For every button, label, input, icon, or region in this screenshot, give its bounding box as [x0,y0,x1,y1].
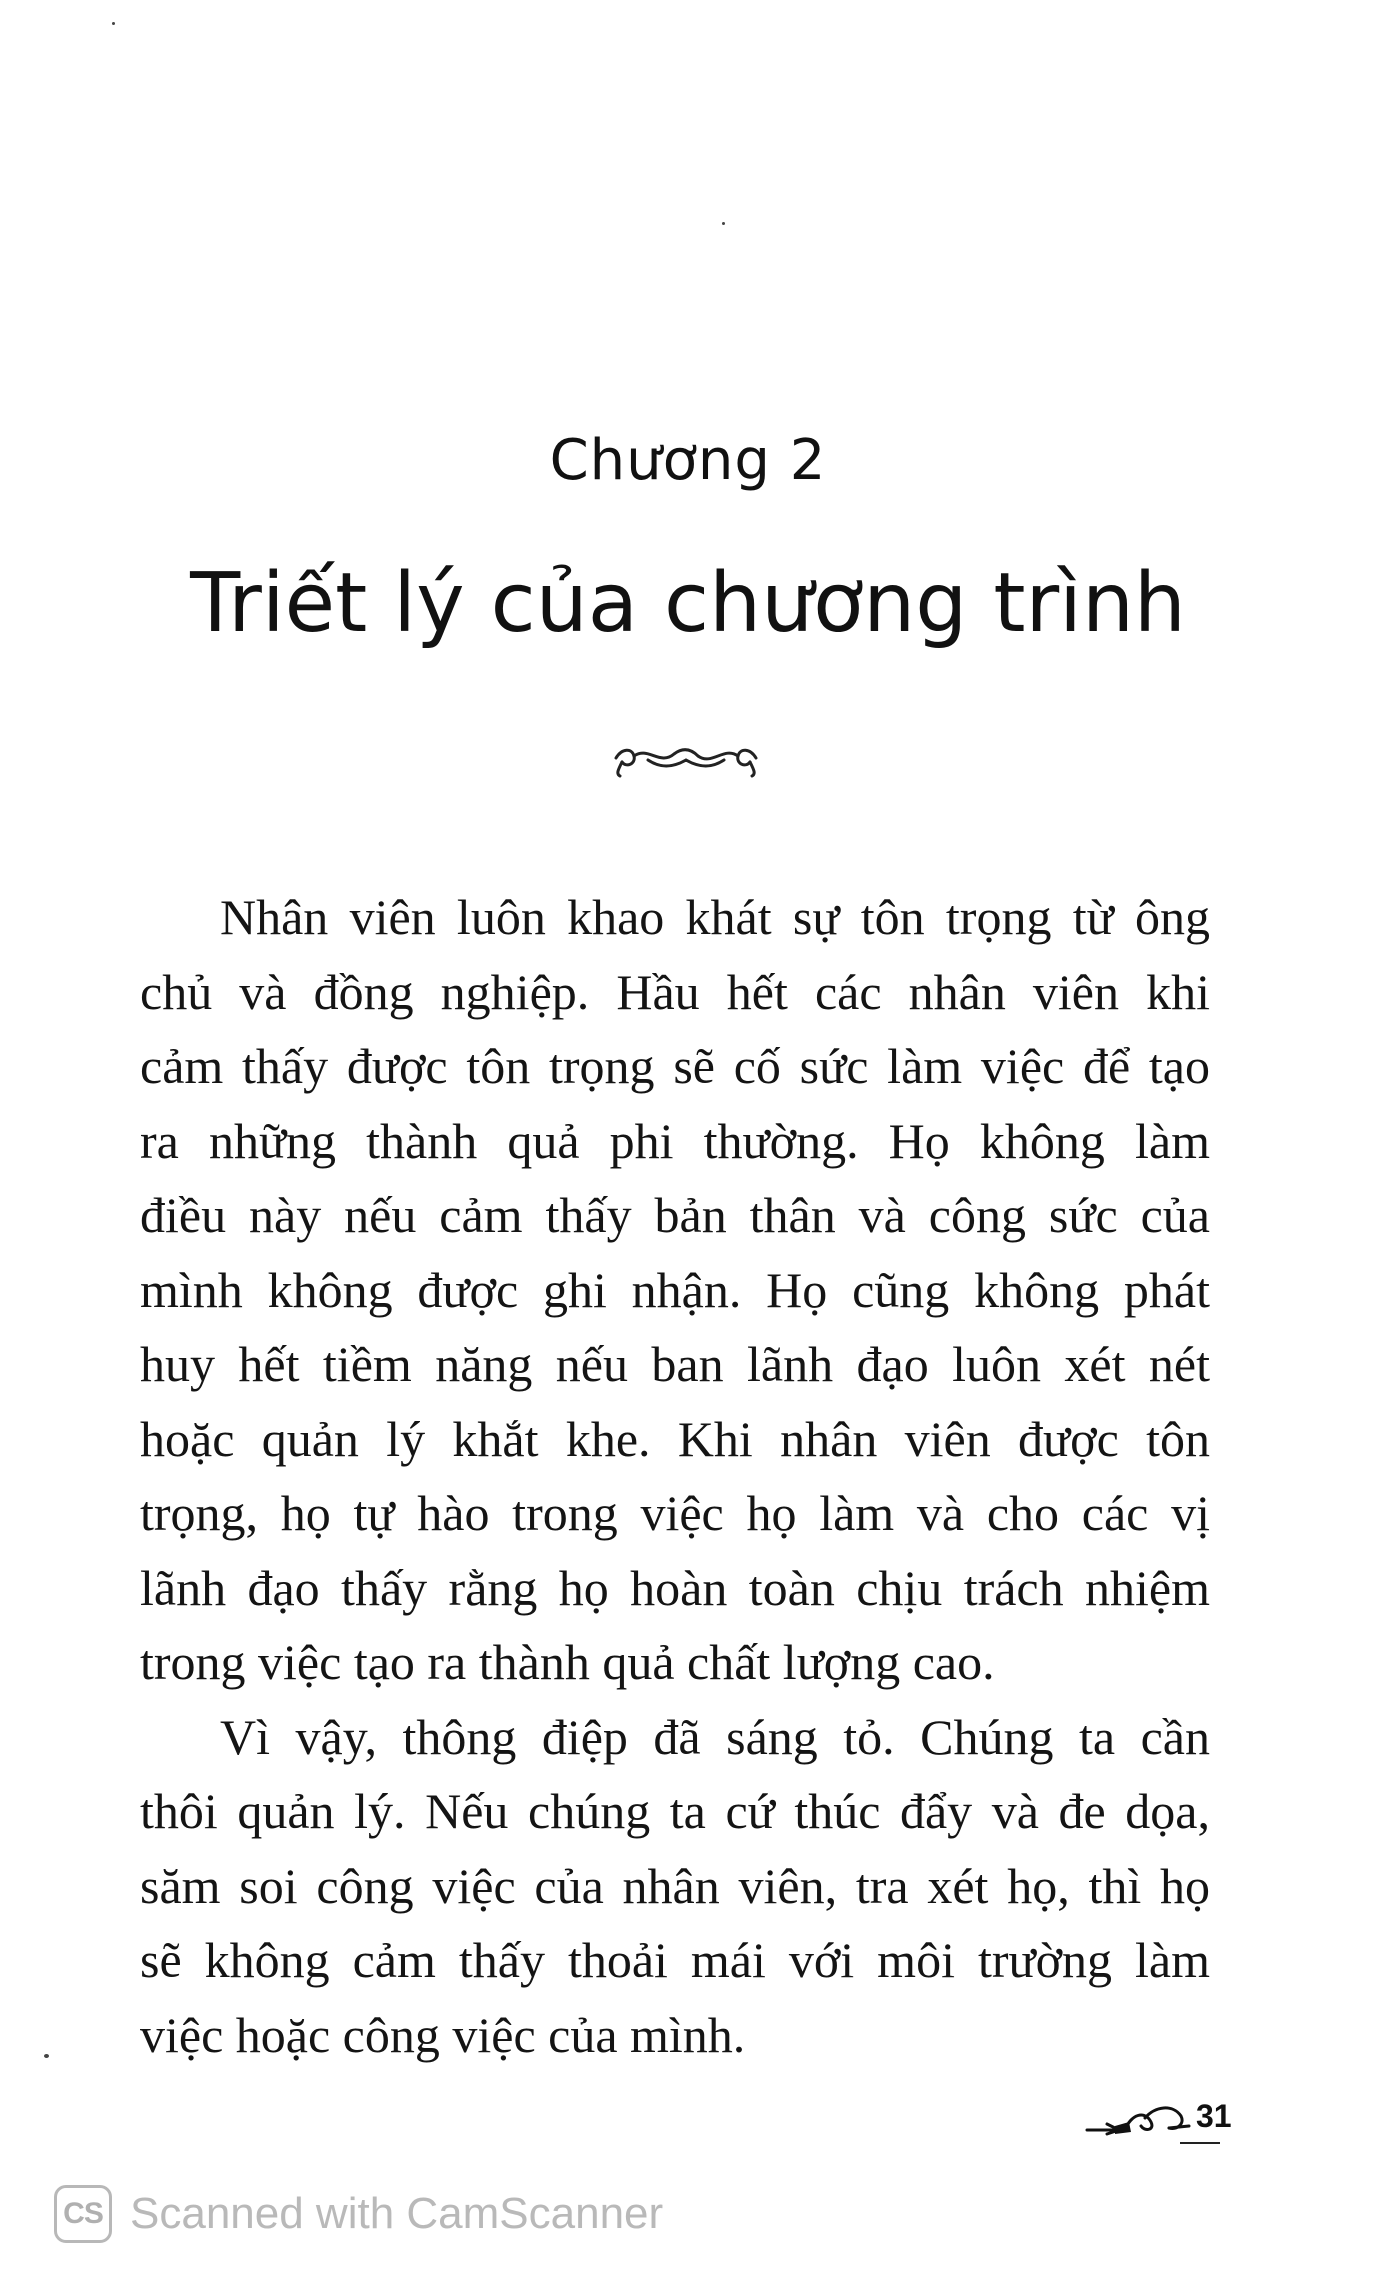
text-line: trọng, họ tự hào trong việc họ làm và cho các vị [140,1485,1210,1541]
text-line: lãnh đạo thấy rằng họ hoàn toàn chịu trách nhiệm [140,1559,1210,1616]
text-line: Nhân viên luôn khao khát sự tôn trọng từ ông [220,889,1210,945]
text-line: hoặc quản lý khắt khe. Khi nhân viên được tôn [140,1410,1210,1467]
text-line: huy hết tiềm năng nếu ban lãnh đạo luôn xét nét [140,1336,1210,1392]
watermark-text: Scanned with CamScanner [130,2189,664,2238]
text-line: mình không được ghi nhận. Họ cũng không phát [140,1261,1210,1318]
scanner-watermark [54,2182,663,2246]
page-number: 31 [1196,2098,1232,2134]
text-line: sẽ không cảm thấy thoải mái với môi trường làm [140,1932,1210,1988]
text-line: điều này nếu cảm thấy bản thân và công sức của [140,1187,1210,1243]
footer-rule [1180,2142,1220,2144]
scan-speck [722,222,725,225]
text-line: trong việc tạo ra thành quả chất lượng cao. [140,1634,995,1690]
chapter-title: Triết lý của chương trình [190,556,1186,651]
body-text [140,880,1210,2072]
text-line: thôi quản lý. Nếu chúng ta cứ thúc đẩy và đe dọa, [140,1783,1210,1839]
scan-speck [44,2054,49,2058]
flourish-ornament-icon [608,738,764,778]
camscanner-logo: CS [54,2185,112,2243]
text-line: chủ và đồng nghiệp. Hầu hết các nhân viên khi [140,963,1210,1020]
text-line: việc hoặc công việc của mình. [140,2006,746,2063]
text-line: cảm thấy được tôn trọng sẽ cố sức làm việc để tạo [140,1038,1210,1094]
chapter-label: Chương 2 [549,428,827,493]
text-line: săm soi công việc của nhân viên, tra xét họ, thì họ [140,1857,1210,1914]
footer-ornament-icon [1085,2100,1197,2136]
text-line: Vì vậy, thông điệp đã sáng tỏ. Chúng ta cần [220,1708,1210,1765]
scan-speck [112,22,115,25]
text-line: ra những thành quả phi thường. Họ không làm [140,1112,1210,1169]
